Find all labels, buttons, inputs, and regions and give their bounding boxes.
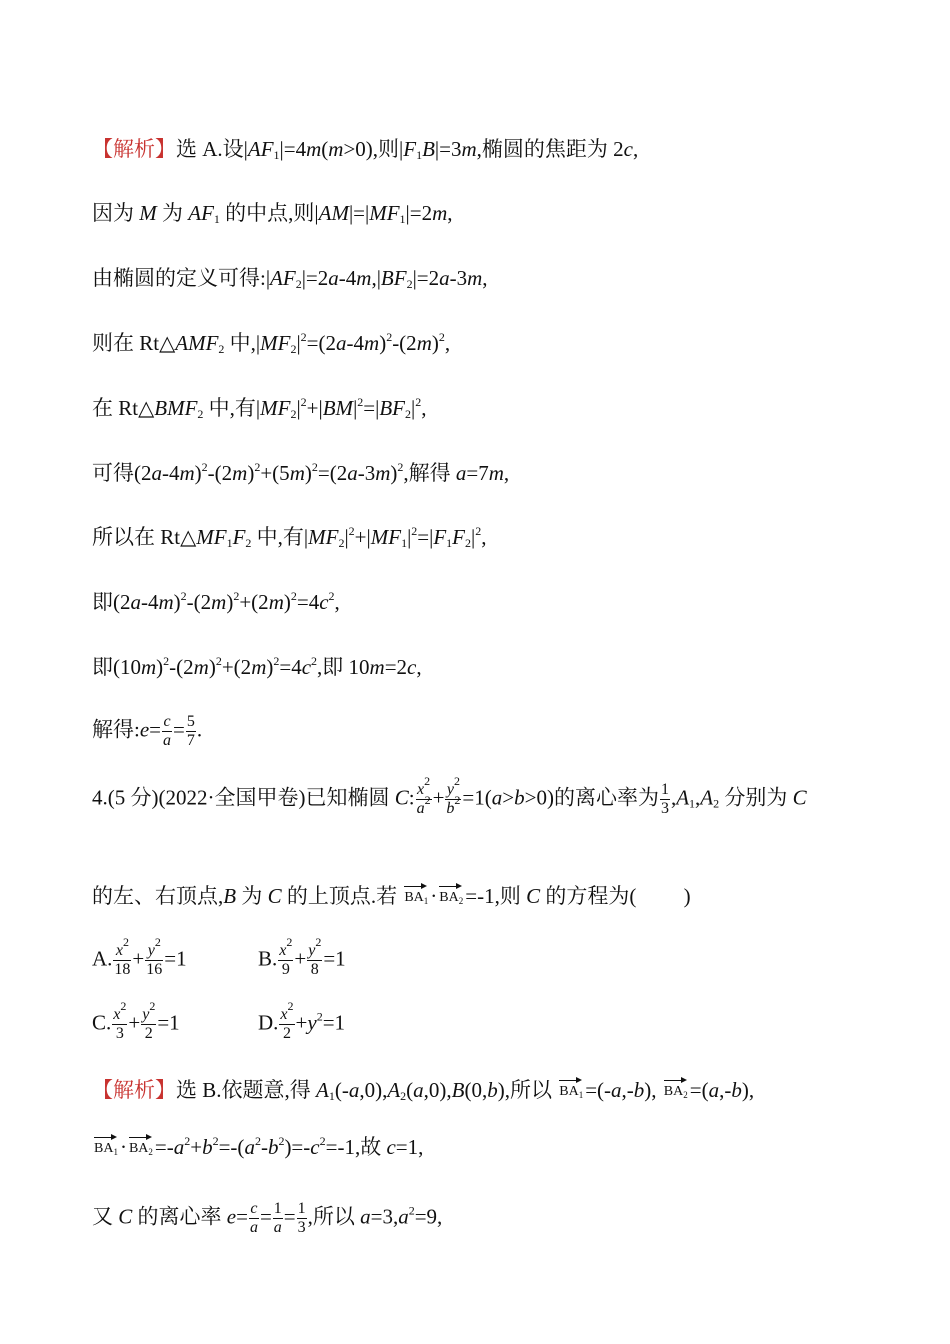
solution-line-2: 因为 M 为 $AF_1$ 的中点,则$|AM|=|MF_1|=2m$,	[92, 201, 453, 226]
option-b[interactable]: B. $\frac{x^2}{9}$ + $\frac{y^2}{8}$ =1	[258, 935, 346, 978]
solution4-line-2: $BA_1\cdot BA_2=-a^2+b^2=-(a^2-b^2)=-c^2=-1$,故 c=1,	[94, 1134, 424, 1159]
option-c[interactable]: C. $\frac{x^2}{3}$ + $\frac{y^2}{2}$ =1	[92, 999, 180, 1042]
vector-ba2: $BA_2$	[664, 1077, 688, 1099]
question-4-line-2: 的左、右顶点,B 为 C 的上顶点.若 $BA_1\cdot BA_2=-1$,则 C 的方程为( )	[92, 884, 691, 908]
vector-ba2: $BA_2$	[439, 883, 463, 905]
analysis-tag-2: 【解析】	[92, 1078, 176, 1102]
vector-ba1: $BA_1$	[404, 883, 428, 905]
solution4-line-3: 又 C 的离心率 e= $\frac{c}{a}$ = $\frac{1}{a}$ = $\frac{1}{3}$ ,所以 $a=3,a^2=9$,	[92, 1200, 443, 1236]
solution4-line-1: 【解析】选 B.依题意,得 $A_1(-a,0),A_2(a,0),B(0,b)$,所以 $BA_1=(-a,-b)$, $BA_2=(a,-b)$,	[92, 1078, 755, 1103]
solution-line-1: 【解析】选 A.设$|AF_1|=4m(m>0)$,则$|F_1B|=3m$,椭圆的焦距为 2c,	[92, 137, 639, 162]
solution-line-9: 即$(10m)^2-(2m)^2+(2m)^2=4c^2$,即 10m=2c,	[92, 654, 422, 679]
solution-line-5: 在 $Rt\triangle BMF_2$ 中,有$|MF_2|^2+|BM|^2=|BF_2|^2$,	[92, 395, 427, 421]
solution-line-6: 可得$(2a-4m)^2-(2m)^2+(5m)^2=(2a-3m)^2$,解得 a=7m,	[92, 460, 510, 485]
solution-line-7: 所以在 $Rt\triangle MF_1F_2$ 中,有$|MF_2|^2+|MF_1|^2=|F_1F_2|^2$,	[92, 524, 487, 550]
vector-ba1: $BA_1$	[94, 1134, 118, 1156]
solution-line-8: 即$(2a-4m)^2-(2m)^2+(2m)^2=4c^2$,	[92, 589, 340, 614]
solution-line-10: 解得:e= $\frac{c}{a}$ = $\frac{5}{7}$ .	[92, 713, 203, 749]
vector-ba1: $BA_1$	[559, 1077, 583, 1099]
question-4-line-1: 4.(5 分)(2022·全国甲卷)已知椭圆 C: $\frac{x^2}{a^2}$ + $\frac{y^2}{b^2}$ =1(a>b>0)的离心率为 $\frac{1}{3}$ $,A_1,A_2$ 分别为 C	[92, 774, 807, 817]
vector-ba2: $BA_2$	[129, 1134, 153, 1156]
solution-line-3: 由椭圆的定义可得$:|AF_2|=2a-4m,|BF_2|=2a-3m$,	[92, 266, 488, 291]
option-d[interactable]: D. $\frac{x^2}{2}$ $+y^2=1$	[258, 999, 346, 1042]
option-a[interactable]: A. $\frac{x^2}{18}$ + $\frac{y^2}{16}$ =1	[92, 935, 187, 978]
analysis-tag: 【解析】	[92, 137, 176, 161]
solution-line-4: 则在 $Rt\triangle AMF_2$ 中$,|MF_2|^2=(2a-4m)^2-(2m)^2$,	[92, 330, 451, 356]
